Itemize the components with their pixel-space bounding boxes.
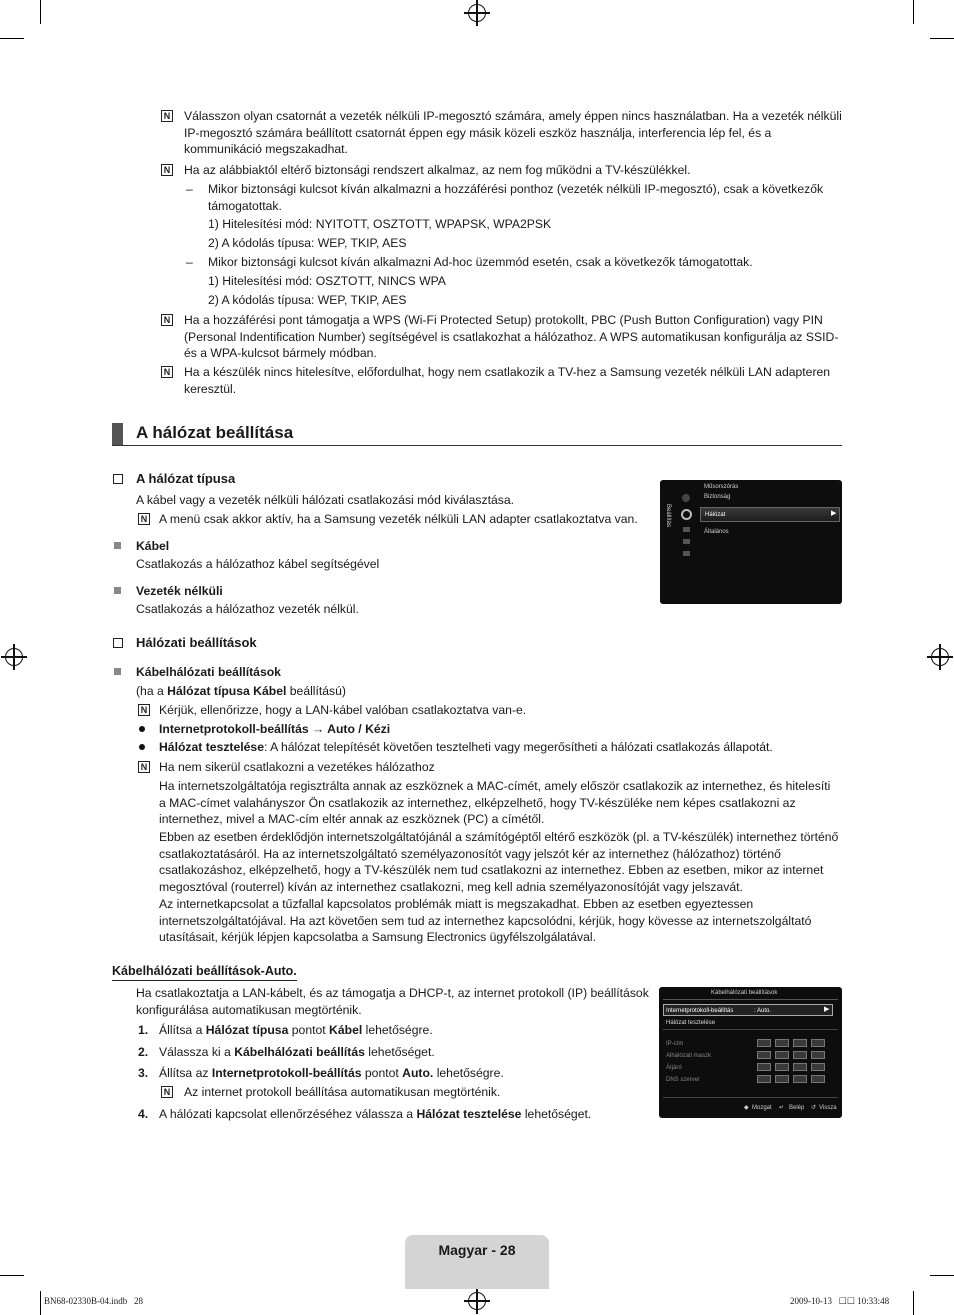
ip-octet-box[interactable]: [793, 1039, 807, 1047]
paragraph: A kábel vagy a vezeték nélküli hálózati csatlakozási mód kiválasztása.: [136, 493, 515, 507]
ip-octet-box[interactable]: [757, 1063, 771, 1071]
menu-title: Kábelhálózati beállítások: [711, 990, 778, 996]
ip-octet-box[interactable]: [811, 1051, 825, 1059]
footer-back: Vissza: [819, 1105, 837, 1111]
note-icon: N: [161, 366, 173, 378]
note-text: Az internet protokoll beállítása automatikusan megtörténik.: [184, 1085, 501, 1099]
subheading: A hálózat típusa: [136, 471, 236, 486]
menu-item[interactable]: Biztonság: [704, 494, 731, 500]
step-number: 3.: [138, 1066, 149, 1080]
ip-octet-box[interactable]: [775, 1075, 789, 1083]
menu-item[interactable]: Műsorszórás: [704, 484, 739, 490]
paragraph: Ha internetszolgáltatója regisztrálta annak az eszköznek a MAC-címét, amely először csatlakozik az internethez, és hitelesíti a MAC-címet valahányszor Ön csatlakozik az internethez, elképzelhető, hogy TV-készüléke nem képes csatlakozni az internethez, mivel a MAC-cím eltér annak az eszköznek (PC) a címétől.: [159, 779, 831, 826]
paragraph: Ha csatlakoztatja a LAN-kábelt, és az támogatja a DHCP-t, az internet protokoll (IP) beállítások konfigurálása automatikusan megtörténik.: [136, 986, 649, 1017]
bullet-dot-icon: [139, 726, 145, 732]
menu-icon: [683, 527, 690, 532]
list-line: 1) Hitelesítési mód: NYITOTT, OSZTOTT, WPAPSK, WPA2PSK: [208, 217, 552, 231]
note-icon: N: [161, 164, 173, 176]
ip-octet-box[interactable]: [775, 1039, 789, 1047]
menu-item[interactable]: Általános: [704, 529, 729, 535]
ip-octet-box[interactable]: [811, 1075, 825, 1083]
dash-text: Mikor biztonsági kulcsot kíván alkalmazni a hozzáférési ponthoz (vezeték nélküli IP-megosztó), csak a következők támogatottak.: [208, 182, 824, 213]
divider: [663, 999, 838, 1000]
field-label: IP-cím: [666, 1041, 684, 1047]
crop-mark: [0, 1275, 24, 1276]
return-icon: ↺: [811, 1105, 817, 1111]
crop-mark: [913, 1291, 914, 1315]
crop-mark: [40, 0, 41, 24]
step-number: 2.: [138, 1045, 149, 1059]
note-text: Ha nem sikerül csatlakozni a vezetékes hálózathoz: [159, 760, 435, 774]
paragraph: Az internetkapcsolat a tűzfallal kapcsolatos problémák miatt is megszakadhat. Ebben az esetben egyeztessen internetszolgáltatójával. Ha azt követően sem tud az internethez kapcsolódni, kérjük, hogy kövesse az internetszolgáltató utasításait, kérjük lépjen kapcsolatba a Samsung Electronics ügyfélszolgálatával.: [159, 897, 812, 944]
registration-mark-icon: [468, 1292, 486, 1310]
ip-octet-box[interactable]: [811, 1039, 825, 1047]
step-text: Állítsa az Internetprotokoll-beállítás pontot Auto. lehetőségre.: [159, 1066, 504, 1080]
crop-mark: [40, 1291, 41, 1315]
print-date: 2009-10-13 ☐☐ 10:33:48: [790, 1296, 890, 1306]
file-info: BN68-02330B-04.indb 28: [44, 1296, 143, 1306]
registration-mark-icon: [931, 648, 949, 666]
step-text: Állítsa a Hálózat típusa pontot Kábel lehetőségre.: [159, 1023, 433, 1037]
arrow-right-icon: ▶: [824, 1006, 830, 1013]
ip-octet-box[interactable]: [775, 1051, 789, 1059]
menu-icon: [683, 551, 690, 556]
bullet-dot-icon: [139, 744, 145, 750]
bullet-text: Internetprotokoll-beállítás → Auto / Kézi: [159, 722, 391, 736]
note-icon: N: [138, 704, 150, 716]
registration-mark-icon: [5, 648, 23, 666]
checkbox-square-icon: [113, 474, 123, 484]
note-text: Ha a hozzáférési pont támogatja a WPS (Wi-Fi Protected Setup) protokollt, PBC (Push Button Configuration) vagy PIN (Personal Indentification Number) segítségével is csatlakozhat a hálózathoz. A WPS automatikusan konfigurálja az SSID- és a WPA-kulcsot bármely módban.: [184, 313, 839, 360]
bullet-square-icon: [114, 587, 121, 594]
option-title: Vezeték nélküli: [136, 584, 223, 598]
field-label: Alhálózati maszk: [666, 1053, 712, 1059]
note-icon: N: [138, 513, 150, 525]
ip-octet-box[interactable]: [793, 1075, 807, 1083]
ip-octet-box[interactable]: [757, 1039, 771, 1047]
list-line: 2) A kódolás típusa: WEP, TKIP, AES: [208, 293, 407, 307]
divider: [663, 1097, 838, 1098]
row-label: Internetprotokoll-beállítás: [666, 1008, 734, 1014]
list-line: 2) A kódolás típusa: WEP, TKIP, AES: [208, 236, 407, 250]
enter-icon: ↵: [779, 1105, 785, 1111]
note-text: Válasszon olyan csatornát a vezeték nélküli IP-megosztó számára, amely éppen nincs használatban. Ha a vezeték nélküli IP-megosztó számára beállított csatornát éppen egy másik közeli eszköz használja, interferencia lép fel, és a kommunikáció megszakadhat.: [184, 109, 842, 156]
step-number: 4.: [138, 1107, 149, 1121]
step-text: A hálózati kapcsolat ellenőrzéséhez válassza a Hálózat tesztelése lehetőséget.: [159, 1107, 592, 1121]
footer-move: Mozgat: [752, 1105, 772, 1111]
field-label: DNS szerver: [666, 1077, 701, 1083]
ip-octet-box[interactable]: [757, 1075, 771, 1083]
subheading-underlined: Kábelhálózati beállítások-Auto.: [112, 963, 297, 981]
dash-text: Mikor biztonsági kulcsot kíván alkalmazni Ad-hoc üzemmód esetén, csak a következők támogatottak.: [208, 255, 753, 269]
option-title: Kábelhálózati beállítások: [136, 665, 281, 679]
ip-octet-box[interactable]: [757, 1051, 771, 1059]
gear-icon: [681, 509, 692, 520]
paragraph: (ha a Hálózat típusa Kábel beállítású): [136, 684, 346, 698]
registration-mark-icon: [468, 4, 486, 22]
bullet-text: Hálózat tesztelése: A hálózat telepítését követően tesztelheti vagy megerősítheti a hálózati csatlakozás állapotát.: [159, 740, 773, 754]
note-icon: N: [161, 314, 173, 326]
crop-mark: [0, 38, 24, 39]
network-test-item[interactable]: Hálózat tesztelése: [666, 1020, 716, 1026]
option-desc: Csatlakozás a hálózathoz vezeték nélkül.: [136, 602, 359, 616]
dash-marker: –: [186, 255, 193, 269]
footer-enter: Belép: [789, 1105, 805, 1111]
option-desc: Csatlakozás a hálózathoz kábel segítségével: [136, 557, 380, 571]
section-title: A hálózat beállítása: [136, 423, 294, 442]
crop-mark: [930, 38, 954, 39]
section-rule: [112, 445, 842, 446]
row-value: : Auto.: [754, 1008, 772, 1014]
tv-cable-settings-menu: [659, 987, 842, 1118]
bullet-square-icon: [114, 542, 121, 549]
menu-icon: [682, 494, 690, 502]
ip-octet-box[interactable]: [775, 1063, 789, 1071]
ip-setting-row[interactable]: [663, 1004, 833, 1016]
list-line: 1) Hitelesítési mód: OSZTOTT, NINCS WPA: [208, 274, 446, 288]
menu-side-label: Beállítás: [665, 504, 671, 528]
crop-mark: [913, 0, 914, 24]
note-icon: N: [161, 1086, 173, 1098]
dash-marker: –: [186, 182, 193, 196]
checkbox-square-icon: [113, 638, 123, 648]
paragraph: Ebben az esetben érdeklődjön internetszolgáltatójánál a számítógéptől eltérő eszközök (pl. a TV-készülék) internethez történő csatlakoztatásáról. Ha az internetszolgáltató személyazonosítót vagy jelszót kér az internethez (hálózathoz) történő csatlakozáshoz, elképzelhető, hogy a TV-készülék nem tud csatlakozni az internethez. Ebben az esetben, mikor az internet megosztóval (routerrel) kíván az internethez csatlakozni, meg kell adnia személyazonosítóját vagy jelszavát.: [159, 830, 839, 894]
subheading: Hálózati beállítások: [136, 635, 257, 650]
bullet-square-icon: [114, 668, 121, 675]
field-label: Átjáró: [666, 1065, 682, 1071]
crop-mark: [930, 1275, 954, 1276]
divider: [663, 1029, 838, 1030]
step-number: 1.: [138, 1023, 149, 1037]
note-text: A menü csak akkor aktív, ha a Samsung vezeték nélküli LAN adapter csatlakoztatva van.: [159, 512, 638, 526]
note-text: Ha a készülék nincs hitelesítve, előfordulhat, hogy nem csatlakozik a TV-hez a Samsung vezeték nélküli LAN adapteren keresztül.: [184, 365, 831, 396]
step-text: Válassza ki a Kábelhálózati beállítás lehetőséget.: [159, 1045, 435, 1059]
ip-octet-box[interactable]: [811, 1063, 825, 1071]
arrow-right-icon: ▶: [831, 510, 837, 517]
menu-icon: [683, 539, 690, 544]
tv-setup-menu: [660, 480, 842, 604]
note-icon: N: [138, 761, 150, 773]
option-title: Kábel: [136, 539, 170, 553]
note-icon: N: [161, 110, 173, 122]
section-bar: [112, 423, 123, 445]
ip-octet-box[interactable]: [793, 1051, 807, 1059]
note-text: Ha az alábbiaktól eltérő biztonsági rendszert alkalmaz, az nem fog működni a TV-készülékkel.: [184, 163, 691, 177]
menu-item-label: Hálózat: [705, 512, 726, 518]
ip-octet-box[interactable]: [793, 1063, 807, 1071]
page-label: Magyar - 28: [438, 1242, 516, 1258]
move-icon: ◆: [744, 1105, 749, 1111]
menu-item-selected[interactable]: [700, 507, 840, 522]
note-text: Kérjük, ellenőrizze, hogy a LAN-kábel valóban csatlakoztatva van-e.: [159, 703, 527, 717]
